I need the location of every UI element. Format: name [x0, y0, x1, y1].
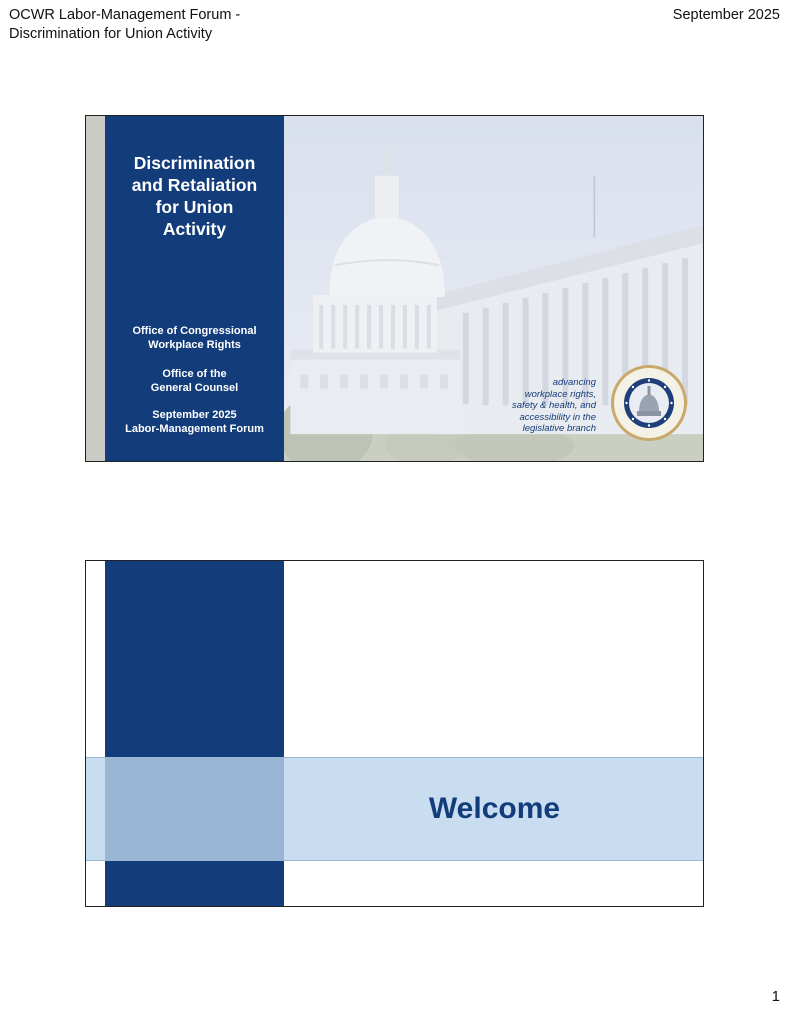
org-line: Office of Congressional — [132, 325, 257, 337]
header-title-line2: Discrimination for Union Activity — [9, 26, 213, 42]
ocwr-seal-icon — [610, 364, 688, 442]
slide-title-line: and Retaliation — [131, 175, 258, 195]
header-title-line1: OCWR Labor-Management Forum - — [9, 7, 241, 23]
document-header-title — [9, 6, 240, 44]
slide-title-line: for Union — [155, 197, 234, 217]
tagline-line: workplace rights, — [524, 388, 596, 400]
dept-line: Office of the — [162, 368, 227, 380]
tagline-line: accessibility in the — [519, 411, 596, 423]
event-info — [105, 408, 284, 436]
welcome-slide — [85, 560, 704, 907]
event-line: September 2025 — [152, 409, 237, 421]
dept-line: General Counsel — [150, 382, 239, 394]
tagline-line: safety & health, and — [512, 400, 596, 411]
org-line: Workplace Rights — [148, 339, 241, 351]
mission-tagline — [484, 377, 596, 435]
welcome-band-overlap — [105, 757, 284, 861]
header-date: September 2025 — [672, 7, 780, 23]
slide-title — [105, 152, 284, 240]
organization-name — [105, 324, 284, 352]
slide-title-line: Discrimination — [133, 153, 256, 173]
event-line: Labor-Management Forum — [125, 423, 264, 435]
tagline-line: advancing — [552, 377, 596, 388]
title-slide — [85, 115, 704, 462]
welcome-heading: Welcome — [428, 792, 561, 825]
page-number: 1 — [771, 988, 780, 1005]
slide-title-line: Activity — [162, 219, 227, 239]
tagline-line: legislative branch — [522, 423, 596, 434]
department-name — [105, 367, 284, 395]
